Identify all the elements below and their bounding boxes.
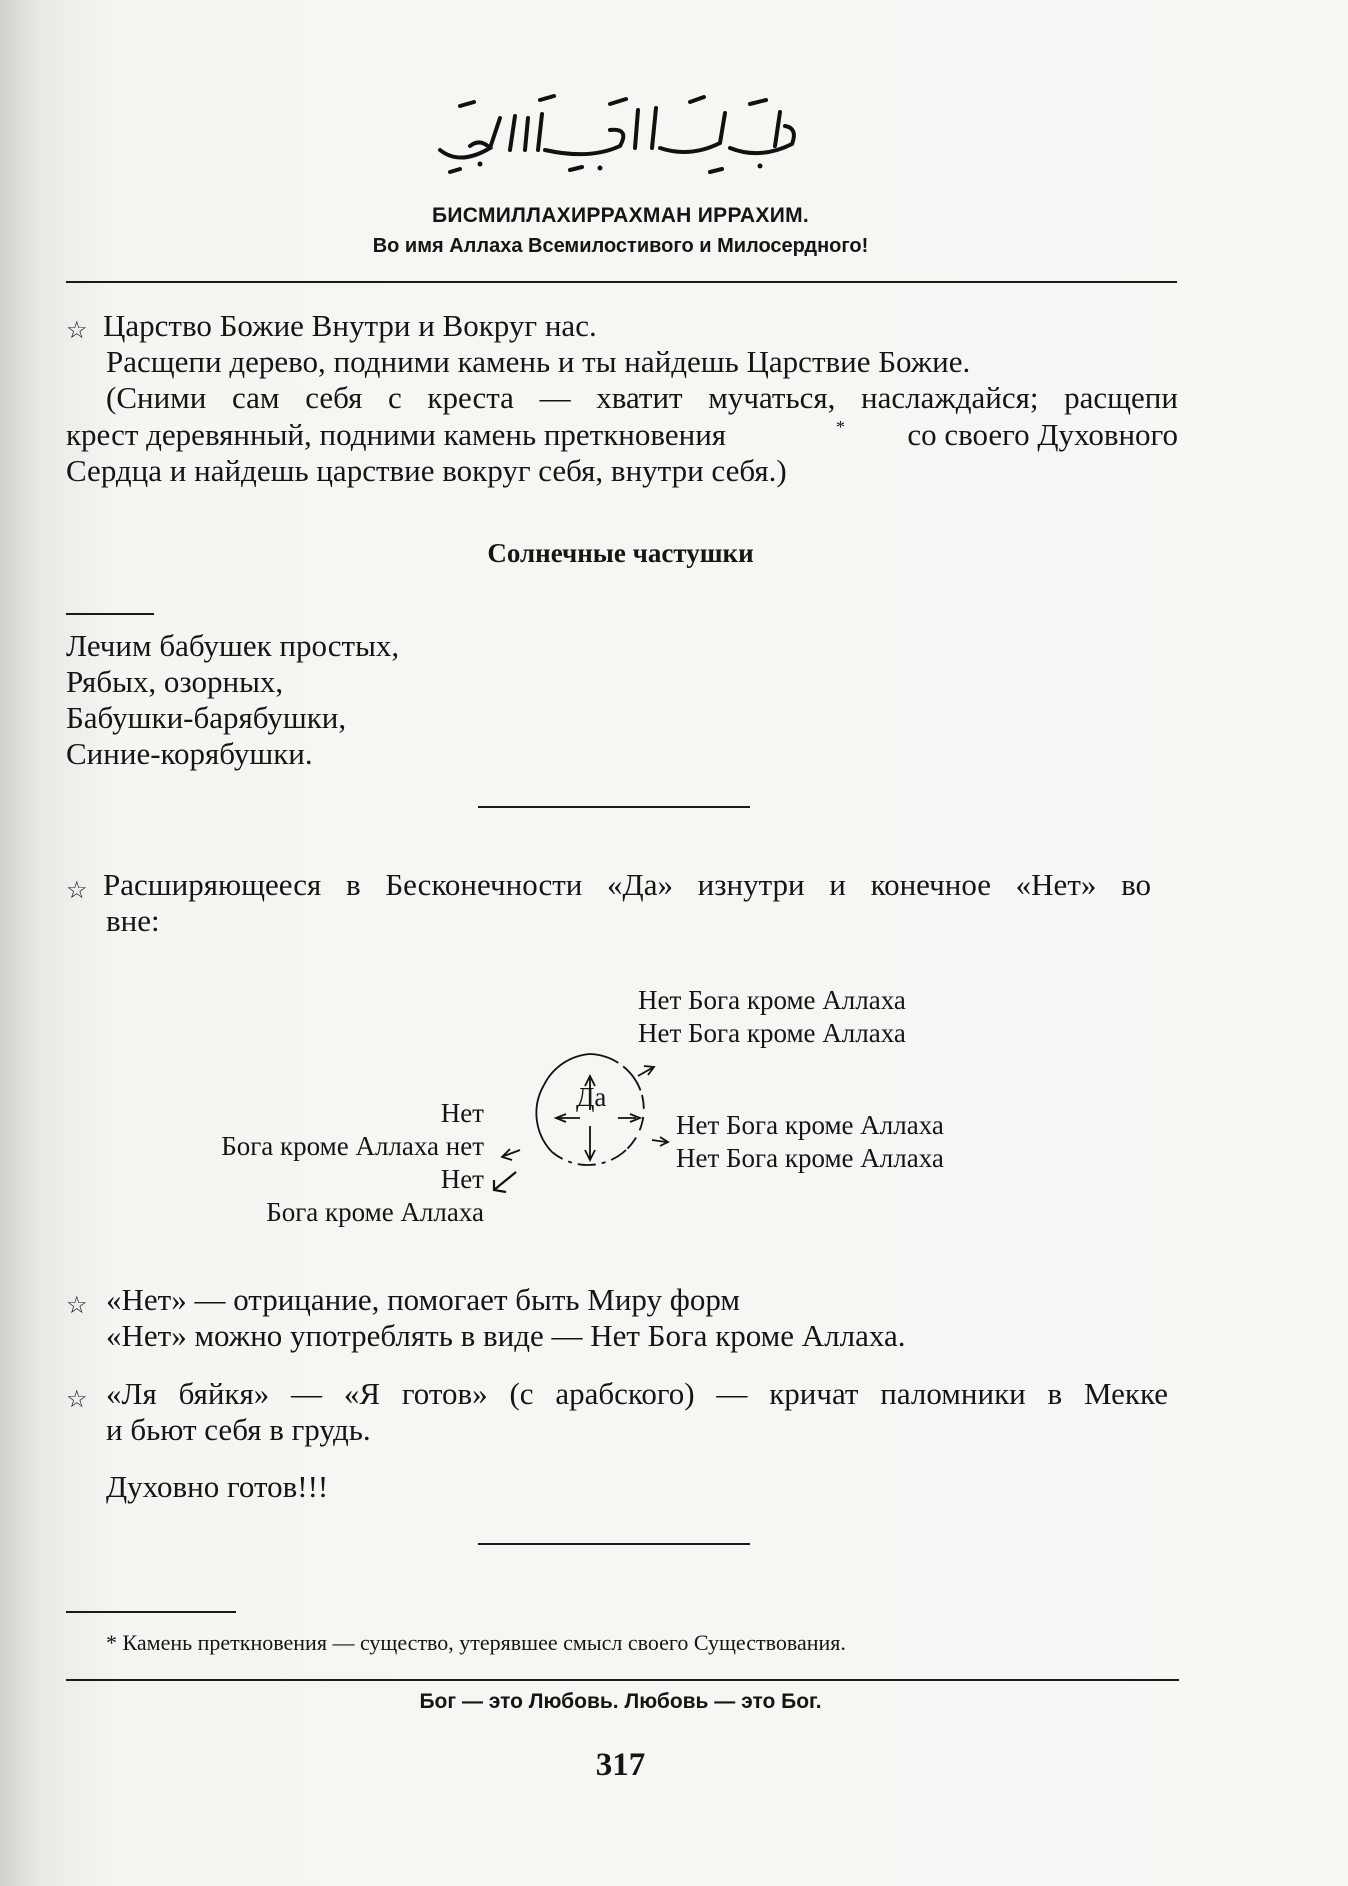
header-divider bbox=[66, 281, 1177, 283]
star-bullet-icon: ☆ bbox=[66, 318, 88, 344]
section-divider bbox=[478, 806, 750, 808]
section1-line1: Царство Божие Внутри и Вокруг нас. bbox=[103, 308, 597, 343]
arrow-down-left-icon bbox=[488, 1168, 520, 1196]
poem-short-rule bbox=[66, 613, 154, 615]
section1-line4-b: со своего Духовного bbox=[907, 417, 1178, 452]
section1-line3: (Сними сам себя с креста — хватит мучаться, наслаждайся; расщепи bbox=[106, 380, 1178, 415]
section4-line2: и бьют себя в грудь. bbox=[106, 1412, 371, 1447]
diagram-left-2: Бога кроме Аллаха нет bbox=[221, 1131, 484, 1161]
footer-motto: Бог — это Любовь. Любовь — это Бог. bbox=[419, 1690, 822, 1713]
poem-line: Лечим бабушек простых, bbox=[66, 628, 400, 663]
footnote-rule bbox=[66, 1611, 236, 1613]
diagram-left-1: Нет bbox=[440, 1098, 484, 1128]
star-bullet-icon: ☆ bbox=[66, 1293, 88, 1319]
header-subtitle: Во имя Аллаха Всемилостивого и Милосердного! bbox=[372, 235, 869, 257]
poem-line: Бабушки-барябушки, bbox=[66, 700, 347, 735]
star-bullet-icon: ☆ bbox=[66, 878, 88, 904]
poem-line: Синие-корябушки. bbox=[66, 736, 313, 771]
diagram-right-1: Нет Бога кроме Аллаха bbox=[676, 1110, 944, 1140]
section1-line4 bbox=[66, 417, 1178, 453]
section3-line1: «Нет» — отрицание, помогает быть Миру форм bbox=[106, 1282, 741, 1317]
section1-line5: Сердца и найдешь царствие вокруг себя, внутри себя.) bbox=[66, 453, 787, 488]
poem-line: Рябых, озорных, bbox=[66, 664, 284, 699]
diagram-center-da: Да bbox=[576, 1082, 607, 1112]
section4-line1: «Ля бяйкя» — «Я готов» (с арабского) — кричат паломники в Мекке bbox=[106, 1376, 1168, 1411]
star-bullet-icon: ☆ bbox=[66, 1387, 88, 1413]
section4-line3: Духовно готов!!! bbox=[106, 1469, 329, 1504]
section2-line1: Расширяющееся в Бесконечности «Да» изнутри и конечное «Нет» во bbox=[103, 867, 1151, 902]
diagram-left-4: Бога кроме Аллаха bbox=[266, 1197, 484, 1227]
section2-line2: вне: bbox=[106, 903, 160, 938]
diagram-top-right-2: Нет Бога кроме Аллаха bbox=[638, 1018, 906, 1048]
footnote-mark: * bbox=[836, 417, 845, 437]
footer-divider bbox=[66, 1679, 1179, 1681]
section-divider bbox=[478, 1543, 750, 1545]
section1-line4-a: крест деревянный, подними камень преткновения bbox=[66, 417, 727, 452]
poem-title: Солнечные частушки bbox=[487, 538, 754, 568]
section3-line2: «Нет» можно употреблять в виде — Нет Бога кроме Аллаха. bbox=[106, 1318, 906, 1353]
diagram-top-right-1: Нет Бога кроме Аллаха bbox=[638, 985, 906, 1015]
diagram-left-3: Нет bbox=[440, 1164, 484, 1194]
page-number: 317 bbox=[595, 1747, 646, 1783]
diagram-right-2: Нет Бога кроме Аллаха bbox=[676, 1143, 944, 1173]
section1-line2: Расщепи дерево, подними камень и ты найдешь Царствие Божие. bbox=[106, 344, 971, 379]
bismillah-calligraphy-icon bbox=[420, 88, 820, 178]
footnote-text: * Камень преткновения — существо, утерявшее смысл своего Существования. bbox=[106, 1630, 846, 1655]
header-title: БИСМИЛЛАХИРРАХМАН ИРРАХИМ. bbox=[431, 204, 810, 227]
